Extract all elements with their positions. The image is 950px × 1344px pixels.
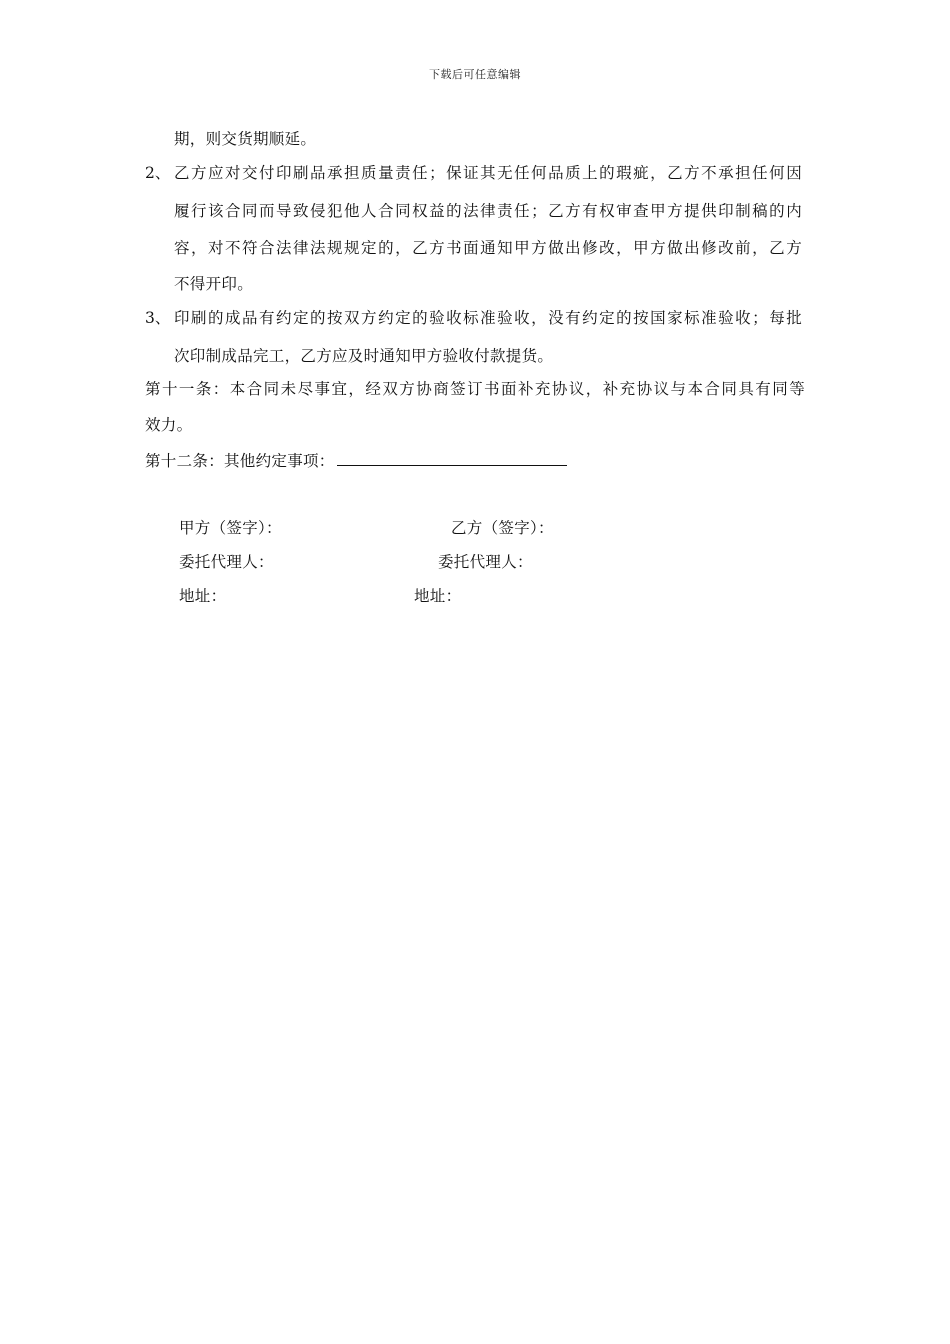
- party-b-agent-label: 委托代理人：: [438, 553, 533, 571]
- item-3-line-1: 印刷的成品有约定的按双方约定的验收标准验收，没有约定的按国家标准验收；每批: [174, 309, 802, 327]
- party-b-signature-label: 乙方（签字）：: [451, 519, 554, 537]
- party-b-address-label: 地址：: [414, 587, 462, 605]
- article-11-line-1: 第十一条：本合同未尽事宜，经双方协商签订书面补充协议，补充协议与本合同具有同等: [145, 380, 805, 398]
- item-2-line-2: 履行该合同而导致侵犯他人合同权益的法律责任；乙方有权审查甲方提供印制稿的内: [174, 202, 802, 220]
- article-12: [145, 449, 567, 471]
- item-2-number: 2、: [145, 164, 171, 182]
- party-a-agent-label: 委托代理人：: [179, 553, 274, 571]
- continuation-line: 期，则交货期顺延。: [174, 130, 317, 148]
- article-11-line-2: 效力。: [145, 416, 193, 434]
- item-2-line-3: 容，对不符合法律法规规定的，乙方书面通知甲方做出修改，甲方做出修改前，乙方: [174, 239, 802, 257]
- item-3-number: 3、: [145, 309, 171, 327]
- page-header: 下载后可任意编辑: [429, 68, 521, 81]
- fill-in-blank-line: [337, 450, 567, 466]
- item-3-line-2: 次印制成品完工，乙方应及时通知甲方验收付款提货。: [174, 347, 554, 365]
- party-a-address-label: 地址：: [179, 587, 227, 605]
- item-2-line-1: 乙方应对交付印刷品承担质量责任；保证其无任何品质上的瑕疵，乙方不承担任何因: [174, 164, 802, 182]
- party-a-signature-label: 甲方（签字）：: [179, 519, 282, 537]
- article-12-label: 第十二条：其他约定事项：: [145, 452, 335, 470]
- item-2-line-4: 不得开印。: [174, 275, 254, 293]
